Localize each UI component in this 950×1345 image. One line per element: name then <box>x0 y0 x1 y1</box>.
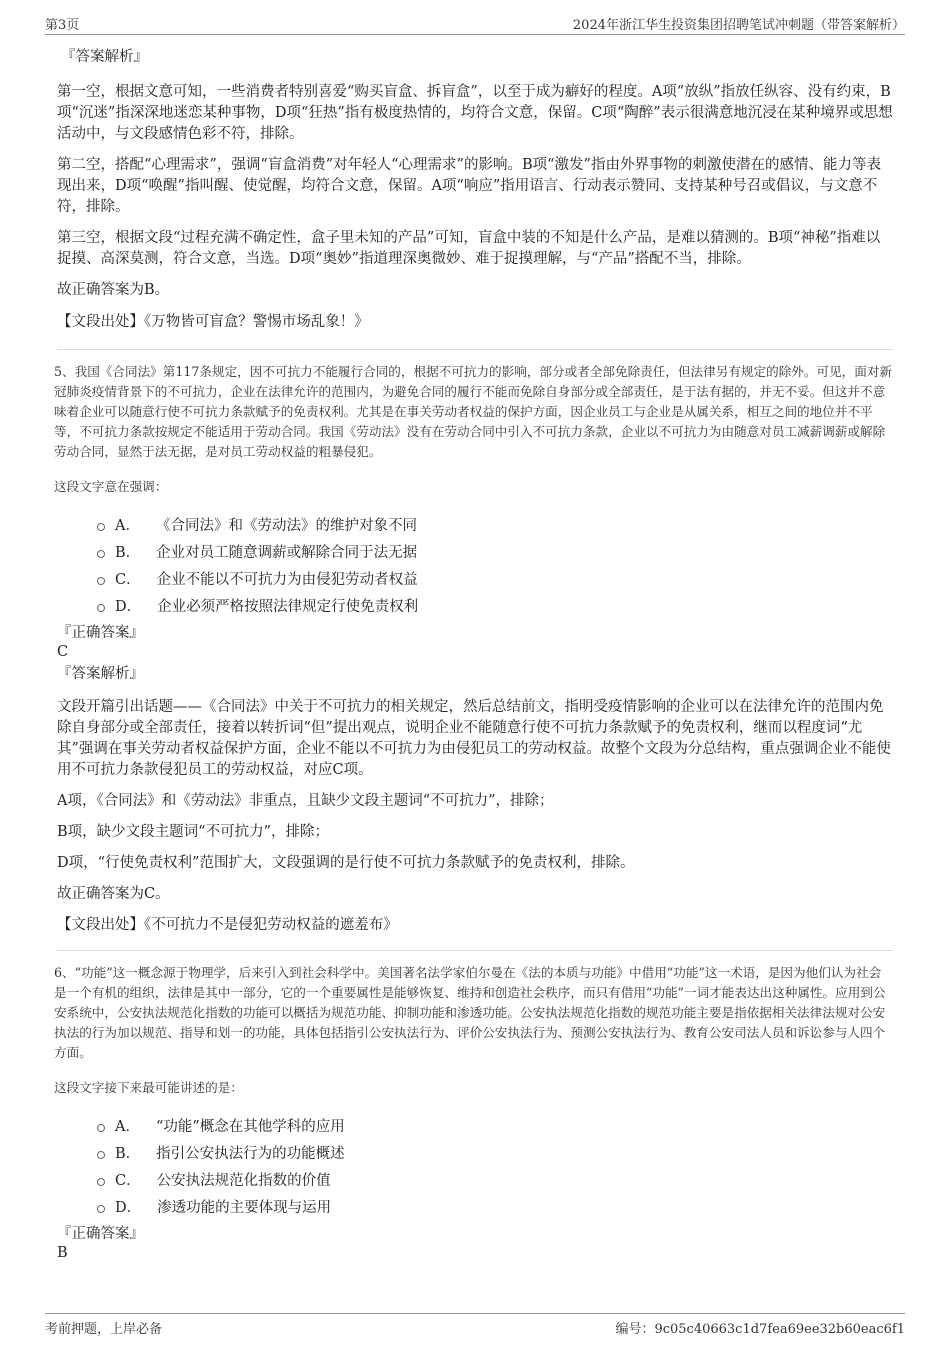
q6-question: 6、“功能”这一概念源于物理学，后来引入到社会科学中。美国著名法学家伯尔曼在《法的本质与功能》中借用“功能”这一术语，是因为他们认为社会是一个有机的组织，法律是其中一部分，它的一个重要属性是能够恢复、维持和创造社会秩序，而只有借用“功能”一词才能表达出这种属性。应用到公安系统中，公安执法规范化指数的功能可以概括为规范功能、抑制功能和渗透功能。公安执法规范化指数的规范功能主要是指依据相关法律法规对公安执法的行为加以规范、指导和划一的功能，具体包括指引公安执法行为、评价公安执法行为、预测公安执法行为、教育公安司法人员和诉讼参与人四个方面。 <box>54 965 886 1060</box>
q4-analysis-para-1: 第一空，根据文意可知，一些消费者特别喜爱“购买盲盒、拆盲盒”，以至于成为癖好的程度。A项“放纵”指放任纵容、没有约束，B项“沉迷”指深深地迷恋某种事物，D项“狂热”指有极度热情的，均符合文意，保留。C项“陶醉”表示很满意地沉浸在某种境界或思想活动中，与文段感情色彩不符，排除。 <box>57 84 893 142</box>
q5-conclusion: 故正确答案为C。 <box>57 886 170 902</box>
page-footer <box>45 1313 905 1336</box>
q6-prompt: 这段文字接下来最可能讲述的是： <box>54 1080 243 1095</box>
radio-icon[interactable] <box>97 550 105 558</box>
q5-analysis-label: 『答案解析』 <box>57 666 144 682</box>
radio-icon[interactable] <box>97 523 105 531</box>
radio-icon[interactable] <box>97 1205 105 1213</box>
q5-analysis-option-a: A项，《合同法》和《劳动法》非重点，且缺少文段主题词“不可抗力”，排除； <box>57 793 554 809</box>
q5-option-c[interactable]: C． 企业不能以不可抗力为由侵犯劳动者权益 <box>97 565 893 592</box>
q5-option-b[interactable]: B． 企业对员工随意调薪或解除合同于法无据 <box>97 538 893 565</box>
q4-analysis-label: 『答案解析』 <box>61 49 148 65</box>
footer-slogan: 考前押题，上岸必备 <box>45 1322 163 1337</box>
separator <box>57 349 893 350</box>
radio-icon[interactable] <box>97 1151 105 1159</box>
radio-icon[interactable] <box>97 1178 105 1186</box>
q4-analysis-para-2: 第二空，搭配“心理需求”，强调“盲盒消费”对年轻人“心理需求”的影响。B项“激发”指由外界事物的刺激使潜在的感情、能力等表现出来，D项“唤醒”指叫醒、使觉醒，均符合文意，保留。A项“响应”指用语言、行动表示赞同、支持某种号召或倡议，与文意不符，排除。 <box>57 157 881 215</box>
q4-analysis-para-3: 第三空，根据文段“过程充满不确定性，盒子里未知的产品”可知，盲盒中装的不知是什么产品，是难以猜测的。B项“神秘”指难以捉摸、高深莫测，符合文意，当选。D项“奥妙”指道理深奥微妙、难于捉摸理解，与“产品”搭配不当，排除。 <box>57 230 881 267</box>
q6-option-b[interactable]: B． 指引公安执法行为的功能概述 <box>97 1139 893 1166</box>
q5-prompt: 这段文字意在强调： <box>54 479 168 494</box>
document-code: 编号：9c05c40663c1d7fea69ee32b60eac6f1 <box>615 1322 905 1337</box>
q6-option-c[interactable]: C． 公安执法规范化指数的价值 <box>97 1166 893 1193</box>
q4-conclusion: 故正确答案为B。 <box>57 282 170 298</box>
q5-options <box>57 511 893 619</box>
q5-analysis-para-1: 文段开篇引出话题——《合同法》中关于不可抗力的相关规定，然后总结前文，指明受疫情影响的企业可以在法律允许的范围内免除自身部分或全部责任，接着以转折词“但”提出观点，说明企业不能随意行使不可抗力条款赋予的免责权利，继而以程度词“尤其”强调在事关劳动者权益保护方面，企业不能以不可抗力为由侵犯员工的劳动权益。故整个文段为分总结构，重点强调企业不能使用不可抗力条款侵犯员工的劳动权益，对应C项。 <box>57 699 891 778</box>
q6-answer: B <box>57 1245 68 1261</box>
radio-icon[interactable] <box>97 604 105 612</box>
q5-option-d[interactable]: D． 企业必须严格按照法律规定行使免责权利 <box>97 592 893 619</box>
q5-answer-label: 『正确答案』 <box>57 625 144 641</box>
q6-options <box>57 1112 893 1220</box>
q5-question: 5、我国《合同法》第117条规定，因不可抗力不能履行合同的，根据不可抗力的影响，部分或者全部免除责任，但法律另有规定的除外。可见，面对新冠肺炎疫情背景下的不可抗力，企业在法律允许的范围内，为避免合同的履行不能而免除自身部分或全部责任，是于法有据的，并无不妥。但这并不意味着企业可以随意行使不可抗力条款赋予的免责权利。尤其是在事关劳动者权益的保护方面，因企业员工与企业是从属关系，相互之间的地位并不平等，不可抗力条款按规定不能适用于劳动合同。我国《劳动法》没有在劳动合同中引入不可抗力条款，企业以不可抗力为由随意对员工减薪调薪或解除劳动合同，显然于法无据，是对员工劳动权益的粗暴侵犯。 <box>54 364 893 459</box>
q5-source: 【文段出处】《不可抗力不是侵犯劳动权益的遮羞布》 <box>57 917 398 933</box>
q4-source: 【文段出处】《万物皆可盲盒？警惕市场乱象！》 <box>57 314 369 330</box>
separator <box>57 950 893 951</box>
radio-icon[interactable] <box>97 1124 105 1132</box>
q5-analysis-option-b: B项，缺少文段主题词“不可抗力”，排除； <box>57 824 329 840</box>
radio-icon[interactable] <box>97 577 105 585</box>
q6-option-a[interactable]: A． “功能”概念在其他学科的应用 <box>97 1112 893 1139</box>
page-number: 第3页 <box>45 18 80 33</box>
document-title: 2024年浙江华生投资集团招聘笔试冲刺题（带答案解析） <box>572 18 905 33</box>
q5-analysis-option-d: D项，“行使免责权利”范围扩大，文段强调的是行使不可抗力条款赋予的免责权利，排除。 <box>57 855 635 871</box>
q6-answer-label: 『正确答案』 <box>57 1226 144 1242</box>
page-header <box>45 12 905 35</box>
document-body <box>54 44 893 1261</box>
q5-answer: C <box>57 644 69 660</box>
q6-option-d[interactable]: D． 渗透功能的主要体现与运用 <box>97 1193 893 1220</box>
q5-option-a[interactable]: A． 《合同法》和《劳动法》的维护对象不同 <box>97 511 893 538</box>
